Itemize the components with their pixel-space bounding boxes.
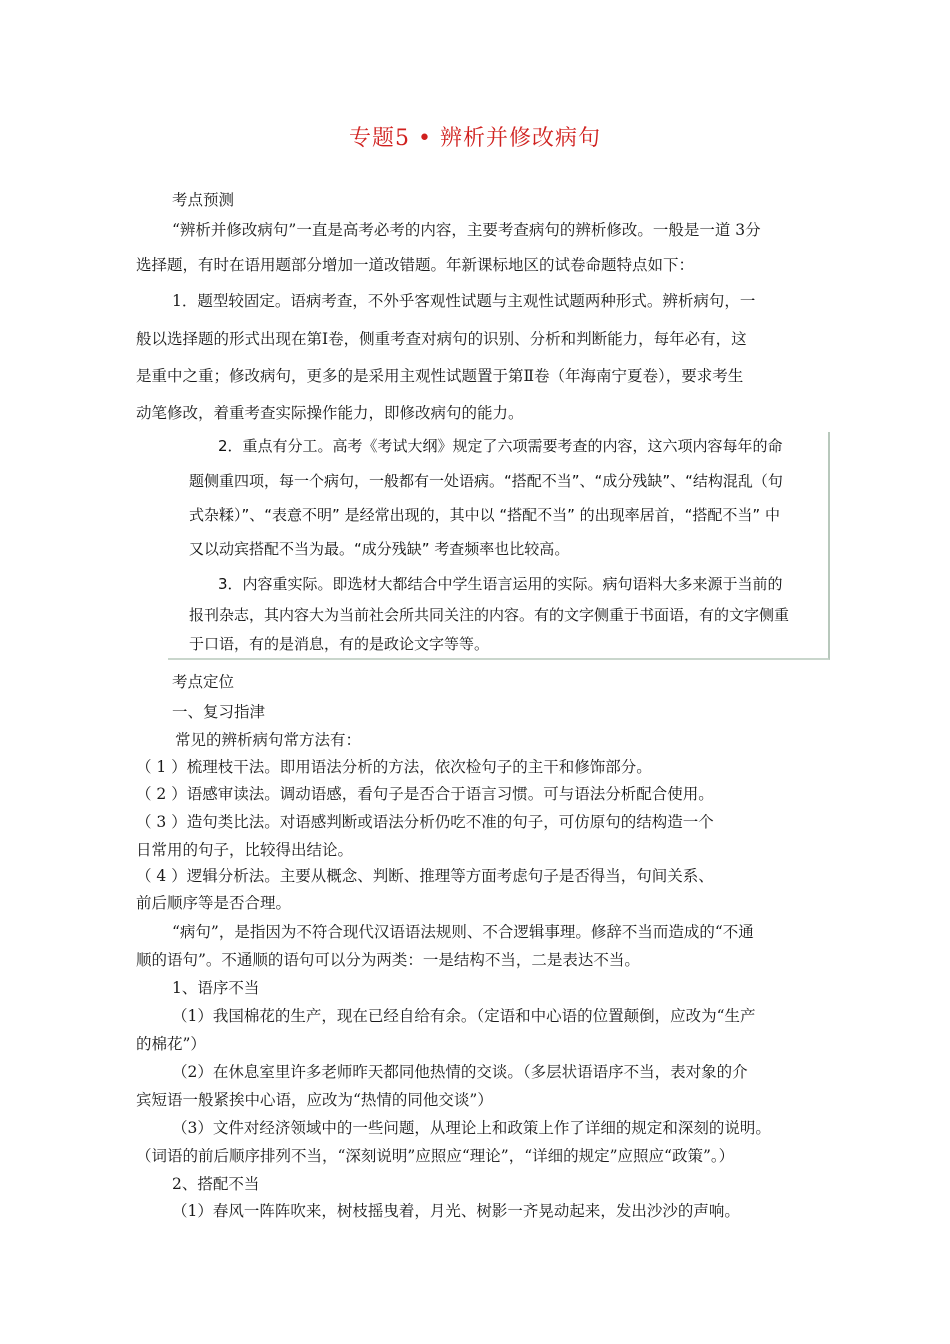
box-line: 3．内容重实际。即选材大都结合中学生语言运用的实际。病句语料大多来源于当前的	[218, 575, 783, 593]
point1-line: 动笔修改，着重考查实际操作能力，即修改病句的能力。	[136, 404, 524, 422]
method-line: 日常用的句子，比较得出结论。	[136, 841, 354, 859]
definition-line: “病句”，是指因为不符合现代汉语语法规则、不合逻辑事理。修辞不当而造成的“不通	[172, 923, 754, 941]
order-example-line: （词语的前后顺序排列不当，“深刻说明”应照应“理论”，“详细的规定”应照应“政策”。）	[136, 1147, 735, 1165]
method-line: （ 4 ）逻辑分析法。主要从概念、判断、推理等方面考虑句子是否得当，句间关系、	[136, 867, 714, 885]
page-title: 专题5 • 辨析并修改病句	[349, 126, 601, 151]
box-line: 于口语，有的是消息，有的是政论文字等等。	[189, 635, 490, 653]
prediction-heading: 考点预测	[172, 191, 235, 209]
match-example-line: （1）春风一阵阵吹来，树枝摇曳着，月光、树影一齐晃动起来，发出沙沙的声响。	[172, 1202, 740, 1220]
positioning-heading: 考点定位	[172, 673, 235, 691]
point1-line: 是重中之重；修改病句，更多的是采用主观性试题置于第Ⅱ卷（年海南宁夏卷），要求考生	[136, 367, 744, 385]
order-example-line: 宾短语一般紧挨中心语，应改为“热情的同他交谈”）	[136, 1091, 493, 1109]
method-line: 前后顺序等是否合理。	[136, 894, 292, 912]
box-line: 题侧重四项，每一个病句，一般都有一处语病。“搭配不当”、“成分残缺”、“结构混乱（句	[189, 472, 783, 490]
order-example-line: 的棉花”）	[136, 1035, 206, 1053]
order-heading: 1、语序不当	[172, 979, 260, 997]
method-line: （ 1 ）梳理枝干法。即用语法分析的方法，依次检句子的主干和修饰部分。	[136, 758, 652, 776]
box-line: 又以动宾搭配不当为最。“成分残缺” 考查频率也比较高。	[189, 540, 570, 558]
point1-line: 1．题型较固定。语病考查，不外乎客观性试题与主观性试题两种形式。辨析病句，一	[172, 292, 756, 310]
intro-line: “辨析并修改病句”一直是高考必考的内容，主要考查病句的辨析修改。一般是一道 3分	[172, 221, 761, 239]
order-example-line: （2）在休息室里许多老师昨天都同他热情的交谈。（多层状语语序不当，表对象的介	[172, 1063, 748, 1081]
box-line: 式杂糅）”、“表意不明” 是经常出现的，其中以 “搭配不当” 的出现率居首，“搭配不当” 中	[189, 506, 780, 524]
intro-line: 选择题，有时在语用题部分增加一道改错题。年新课标地区的试卷命题特点如下：	[136, 256, 695, 274]
box-line: 2．重点有分工。高考《考试大纲》规定了六项需要考查的内容，这六项内容每年的命	[218, 437, 783, 455]
order-example-line: （3）文件对经济领域中的一些问题，从理论上和政策上作了详细的规定和深刻的说明。	[172, 1119, 771, 1137]
method-line: （ 3 ）造句类比法。对语感判断或语法分析仍吃不准的句子，可仿原句的结构造一个	[136, 813, 714, 831]
match-heading: 2、搭配不当	[172, 1175, 260, 1193]
point1-line: 般以选择题的形式出现在第Ⅰ卷，侧重考查对病句的识别、分析和判断能力，每年必有，这	[136, 330, 747, 348]
box-line: 报刊杂志，其内容大为当前社会所共同关注的内容。有的文字侧重于书面语，有的文字侧重	[189, 606, 790, 624]
review-heading: 一、复习指津	[172, 703, 266, 721]
definition-line: 顺的语句”。不通顺的语句可以分为两类：一是结构不当，二是表达不当。	[136, 951, 640, 969]
methods-intro: 常见的辨析病句常方法有：	[175, 731, 362, 749]
order-example-line: （1）我国棉花的生产，现在已经自给有余。（定语和中心语的位置颠倒，应改为“生产	[172, 1007, 756, 1025]
method-line: （ 2 ）语感审读法。调动语感，看句子是否合于语言习惯。可与语法分析配合使用。	[136, 785, 714, 803]
